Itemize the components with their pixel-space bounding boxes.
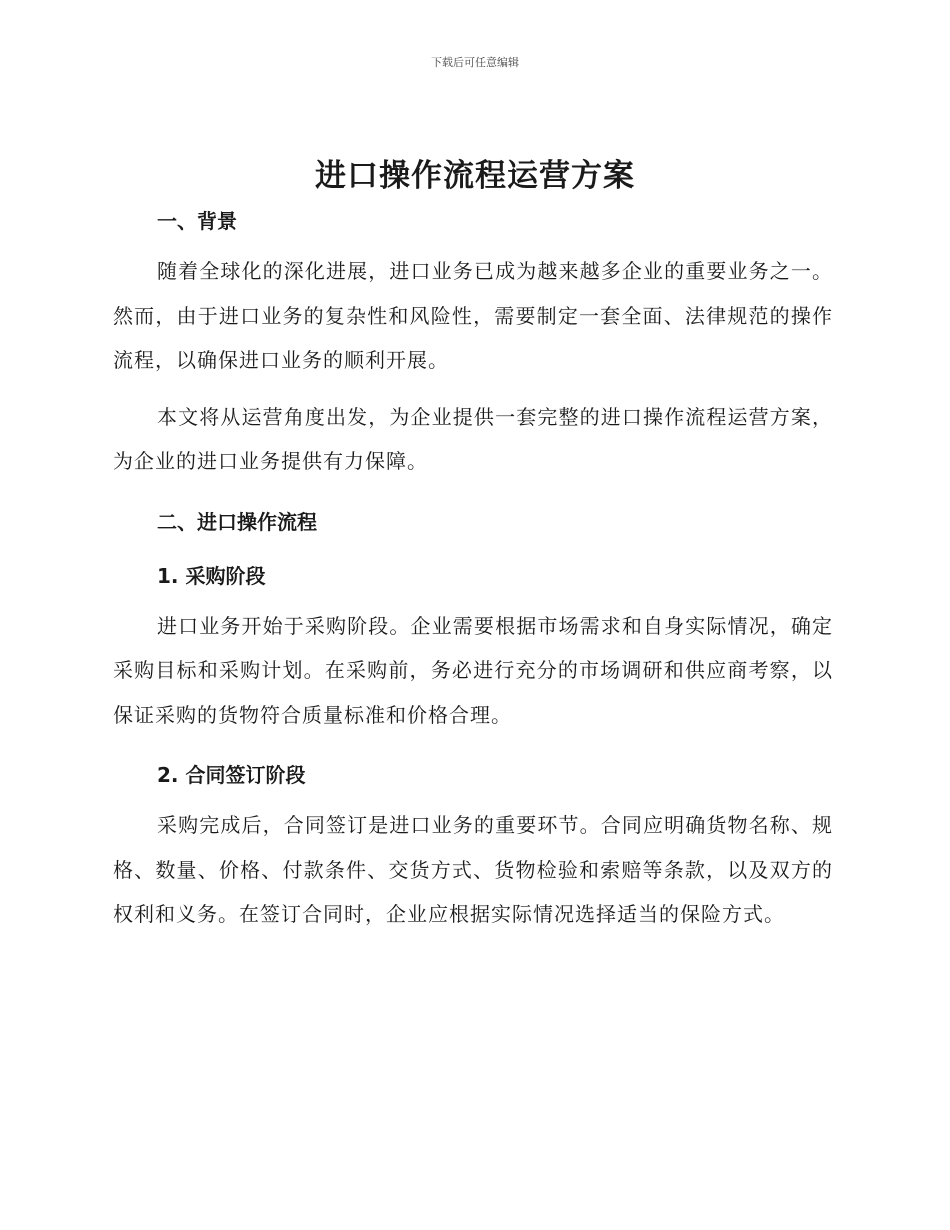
paragraph-procurement: 进口业务开始于采购阶段。企业需要根据市场需求和自身实际情况，确定采购目标和采购计划。在采购前，务必进行充分的市场调研和供应商考察，以保证采购的货物符合质量标准和价格合理。 (113, 613, 833, 727)
section-heading-background: 一、背景 (157, 209, 237, 233)
document-title: 进口操作流程运营方案 (315, 158, 635, 194)
document-body (113, 205, 833, 937)
subsection-heading-procurement: 1. 采购阶段 (157, 563, 266, 588)
subsection-heading-contract: 2. 合同签订阶段 (157, 763, 306, 787)
paragraph-background-1: 随着全球化的深化进展，进口业务已成为越来越多企业的重要业务之一。然而，由于进口业务的复杂性和风险性，需要制定一套全面、法律规范的操作流程，以确保进口业务的顺利开展。 (113, 259, 833, 372)
paragraph-contract: 采购完成后，合同签订是进口业务的重要环节。合同应明确货物名称、规格、数量、价格、付款条件、交货方式、货物检验和索赔等条款，以及双方的权利和义务。在签订合同时，企业应根据实际情况选择适当的保险方式。 (113, 813, 833, 926)
paragraph-background-2: 本文将从运营角度出发，为企业提供一套完整的进口操作流程运营方案，为企业的进口业务提供有力保障。 (113, 404, 833, 473)
section-heading-process: 二、进口操作流程 (157, 509, 317, 534)
header-note: 下载后可任意编辑 (431, 56, 519, 69)
